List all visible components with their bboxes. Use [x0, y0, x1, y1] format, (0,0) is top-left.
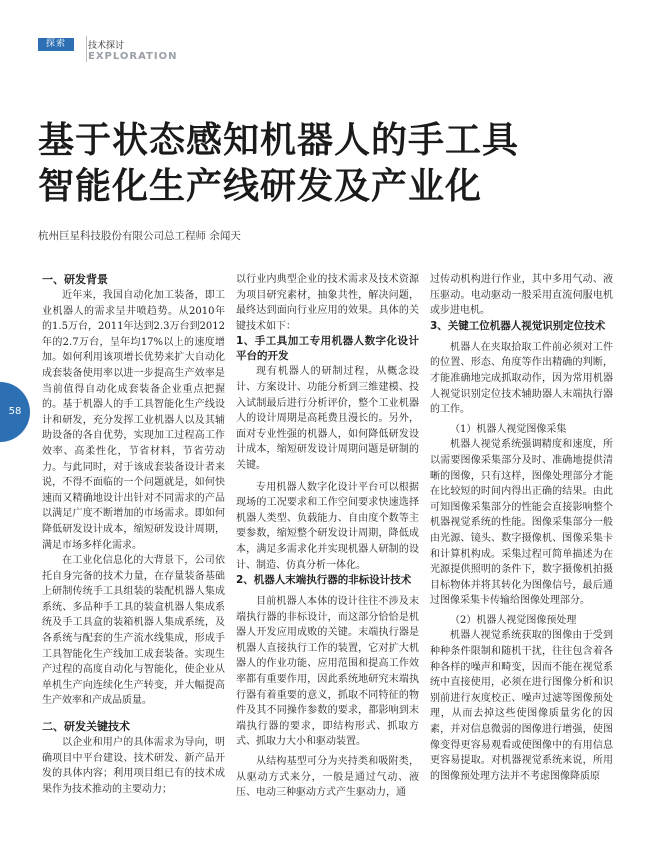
paragraph: 机器人在夹取拾取工件前必须对工件的位置、形态、角度等作出精确的判断，才能准确地完成抓取动作，因为常用机器人视觉识别定位技术辅助器人末端执行器的工作。 [430, 341, 613, 416]
section-tag: 探索 [38, 38, 74, 51]
column-1 [42, 272, 225, 797]
sub-heading: （2）机器人视觉图像预处理 [450, 614, 577, 626]
section-heading: 二、研发关键技术 [42, 720, 130, 734]
section-heading: 一、研发背景 [42, 273, 108, 286]
subsection-heading: 2、机器人末端执行器的非标设计技术 [236, 574, 412, 587]
paragraph: 近年来，我国自动化加工装备，即工业机器人的需求呈井喷趋势。从2010年的1.5万台，2011年达到2.3万台到2012年的2.7万台，呈年均17%以上的速度增加。如何利用该项增长优势来扩大自动化成套装备使用率以进一步提高生产效率是当前值得自动化成套装备企业重点把握的。基于机器人的手工具智能化生产线设计和研发，充分发挥工业机器人以及其辅助设备的各自优势，实现加工过程高工作效率、高柔性化，节省材料，节省劳动力。与此同时，对于该成套装备设计者来说，不得不面临的一个问题就是，如何快速而又精确地设计出针对不同需求的产品以满足广度不断增加的市场需求。即如何降低研发设计成本，缩短研发设计周期，满足市场多样化需求。 [42, 290, 225, 551]
section-name: 技术探讨 [88, 41, 125, 51]
sub-heading: （1）机器人视觉图像采集 [450, 423, 567, 435]
page-number-tab: 58 [0, 382, 30, 442]
paragraph: 以企业和用户的具体需求为导向，明确项目中平台建设、技术研发、新产品开发的具体内容；利用项目组已有的技术成果作为技术推动的主要动力； [42, 737, 225, 795]
paragraph: 机器人视觉系统强调精度和速度，所以需要图像采集部分及时、准确地提供清晰的图像，只有这样，图像处理部分才能在比较短的时间内得出正确的结果。由此可知图像采集部分的性能会直接影响整个机器视觉系统的性能。图像采集部分一般由光源、镜头、数字摄像机、图像采集卡和计算机构成。采集过程可简单描述为在光源提供照明的条件下，数字摄像机拍摄目标物体并将其转化为图像信号，最后通过图像采集卡传输给图像处理部分。 [430, 439, 613, 607]
section-name-en: EXPLORATION [88, 51, 178, 62]
subsection-heading: 1、手工具加工专用机器人数字化设计平台的开发 [236, 335, 419, 363]
header-divider [86, 36, 87, 62]
subsection-heading: 3、关键工位机器人视觉识别定位技术 [430, 319, 606, 332]
paragraph: 从结构基型可分为夹持类和吸附类，从驱动方式来分，一般是通过气动、液压、电动三种驱动方式产生驱动力，通 [236, 756, 419, 799]
paragraph: 专用机器人数字化设计平台可以根据现场的工况要求和工作空间要求快速选择机器人类型、负载能力、自由度个数等主要参数，缩短整个研发设计周期，降低成本，满足多需求化并实现机器人研制的设计、制造、仿真分析一体化。 [236, 481, 419, 571]
article-title [38, 117, 598, 209]
column-2 [236, 272, 419, 801]
title-line-1: 基于状态感知机器人的手工具 [38, 119, 520, 161]
title-line-2: 智能化生产线研发及产业化 [38, 165, 483, 207]
paragraph: 过传动机构进行作业，其中多用气动、液压驱动。电动驱动一般采用直流伺服电机或步进电机。 [430, 274, 613, 317]
author-line: 杭州巨星科技股份有限公司总工程师 余闻天 [38, 230, 241, 242]
paragraph: 以行业内典型企业的技术需求及技术资源为项目研究素材，抽象共性，解决问题，最终达到面向行业应用的效果。具体的关键技术如下： [236, 274, 419, 332]
paragraph: 机器人视觉系统获取的图像由于受到种种条件限制和随机干扰，往往包含着各种各样的噪声和畸变，因而不能在视觉系统中直接使用，必须在进行图像分析和识别前进行灰度校正、噪声过滤等图像预处理，从而去掉这些使图像质量劣化的因素，并对信息微弱的图像进行增强，使图像变得更容易观看或使图像中的有用信息更容易提取。对机器视觉系统来说，所用的图像预处理方法并不考虑图像降质原 [430, 630, 613, 782]
paragraph: 目前机器人本体的设计往往不涉及末端执行器的非标设计，而这部分恰恰是机器人开发应用成败的关键。末端执行器是机器人直接执行工作的装置，它对扩大机器人的作业功能、应用范围和提高工作效率都有重要作用，因此系统地研究末端执行器有着重要的意义，抓取不同特征的物件及其不同操作参数的要求，都影响到末端执行器的要求，即结构形式、抓取方式、抓取力大小和驱动装置。 [236, 596, 419, 748]
column-3 [430, 272, 613, 784]
paragraph: 现有机器人的研制过程，从概念设计、方案设计、功能分析到三维建模、投入试制最后进行分析评价，整个工业机器人的设计周期是高耗费且漫长的。另外，面对专业性强的机器人，如何降低研发设计成本，缩短研发设计周期问题是研制的关键。 [236, 366, 419, 471]
paragraph: 在工业化信息化的大背景下，公司依托自身完备的技术力量，在存量装备基础上研制传统手工具组装的装配机器人集成系统、多品种手工具的装盒机器人集成系统及手工具盒的装箱机器人集成系统，及各系统与配套的生产流水线集成，形成手工具智能化生产线加工成套装备。实现生产过程的高度自动化与智能化，使企业从单机生产向连续化生产转变，并大幅提高生产效率和产成品质量。 [42, 555, 225, 707]
